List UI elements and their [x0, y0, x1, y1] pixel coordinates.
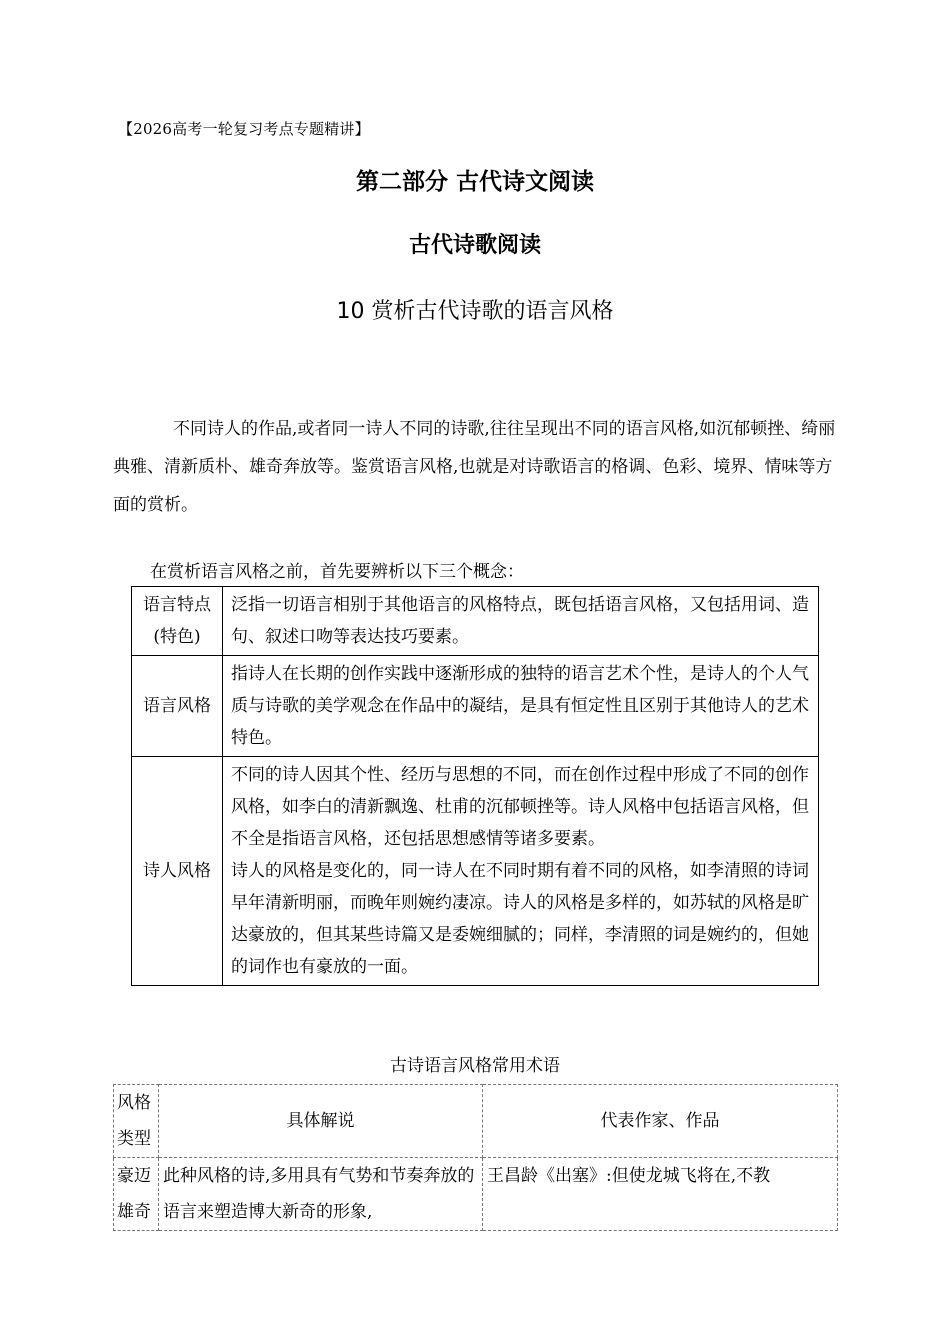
intro-paragraph: 不同诗人的作品,或者同一诗人不同的诗歌,往往呈现出不同的语言风格,如沉郁顿挫、绮丽典雅、清新质朴、雄奇奔放等。鉴赏语言风格,也就是对诗歌语言的格调、色彩、境界、情味等方面的赏析。 [113, 419, 836, 515]
part-title: 第二部分 古代诗文阅读 [355, 169, 594, 195]
table-lead-text: 在赏析语言风格之前，首先要辨析以下三个概念： [150, 562, 524, 582]
concepts-table [131, 586, 819, 986]
table-row [132, 757, 819, 986]
lesson-title: 10 赏析古代诗歌的语言风格 [336, 299, 614, 324]
header-kind: 风格类型 [114, 1085, 159, 1158]
style-examples: 王昌龄《出塞》:但使龙城飞将在,不教 [483, 1158, 838, 1231]
concept-term-line: 语言特点 [143, 595, 211, 615]
concept-term-line: (特色) [153, 627, 201, 647]
table-row [114, 1158, 838, 1231]
style-kind: 豪迈雄奇 [114, 1158, 159, 1231]
section-title: 古代诗歌阅读 [408, 233, 541, 258]
concept-term: 诗人风格 [132, 757, 223, 986]
header-examples: 代表作家、作品 [483, 1085, 838, 1158]
styles-table [113, 1084, 838, 1231]
concept-definition-paragraph: 不同的诗人因其个性、经历与思想的不同，而在创作过程中形成了不同的创作风格，如李白的清新飘逸、杜甫的沉郁顿挫等。诗人风格中包括语言风格，但不全是指语言风格，还包括思想感情等诸多要素。 [231, 765, 809, 849]
concept-term [132, 587, 223, 656]
concept-term: 语言风格 [132, 656, 223, 757]
table-row [132, 656, 819, 757]
concept-definition-paragraph: 诗人的风格是变化的，同一诗人在不同时期有着不同的风格，如李清照的诗词早年清新明丽，而晚年则婉约凄凉。诗人的风格是多样的，如苏轼的风格是旷达豪放的，但其某些诗篇又是委婉细腻的；同样，李清照的词是婉约的，但她的词作也有豪放的一面。 [231, 861, 809, 977]
series-tag: 【2026高考一轮复习考点专题精讲】 [118, 120, 370, 138]
concept-definition [223, 757, 819, 986]
concept-definition: 指诗人在长期的创作实践中逐渐形成的独特的语言艺术个性，是诗人的个人气质与诗歌的美学观念在作品中的凝结，是具有恒定性且区别于其他诗人的艺术特色。 [223, 656, 819, 757]
concept-definition: 泛指一切语言相别于其他语言的风格特点，既包括语言风格，又包括用词、造句、叙述口吻等表达技巧要素。 [223, 587, 819, 656]
styles-table-caption: 古诗语言风格常用术语 [390, 1056, 560, 1076]
table-header-row [114, 1085, 838, 1158]
table-row [132, 587, 819, 656]
header-explanation: 具体解说 [159, 1085, 483, 1158]
style-explanation: 此种风格的诗,多用具有气势和节奏奔放的语言来塑造博大新奇的形象, [159, 1158, 483, 1231]
